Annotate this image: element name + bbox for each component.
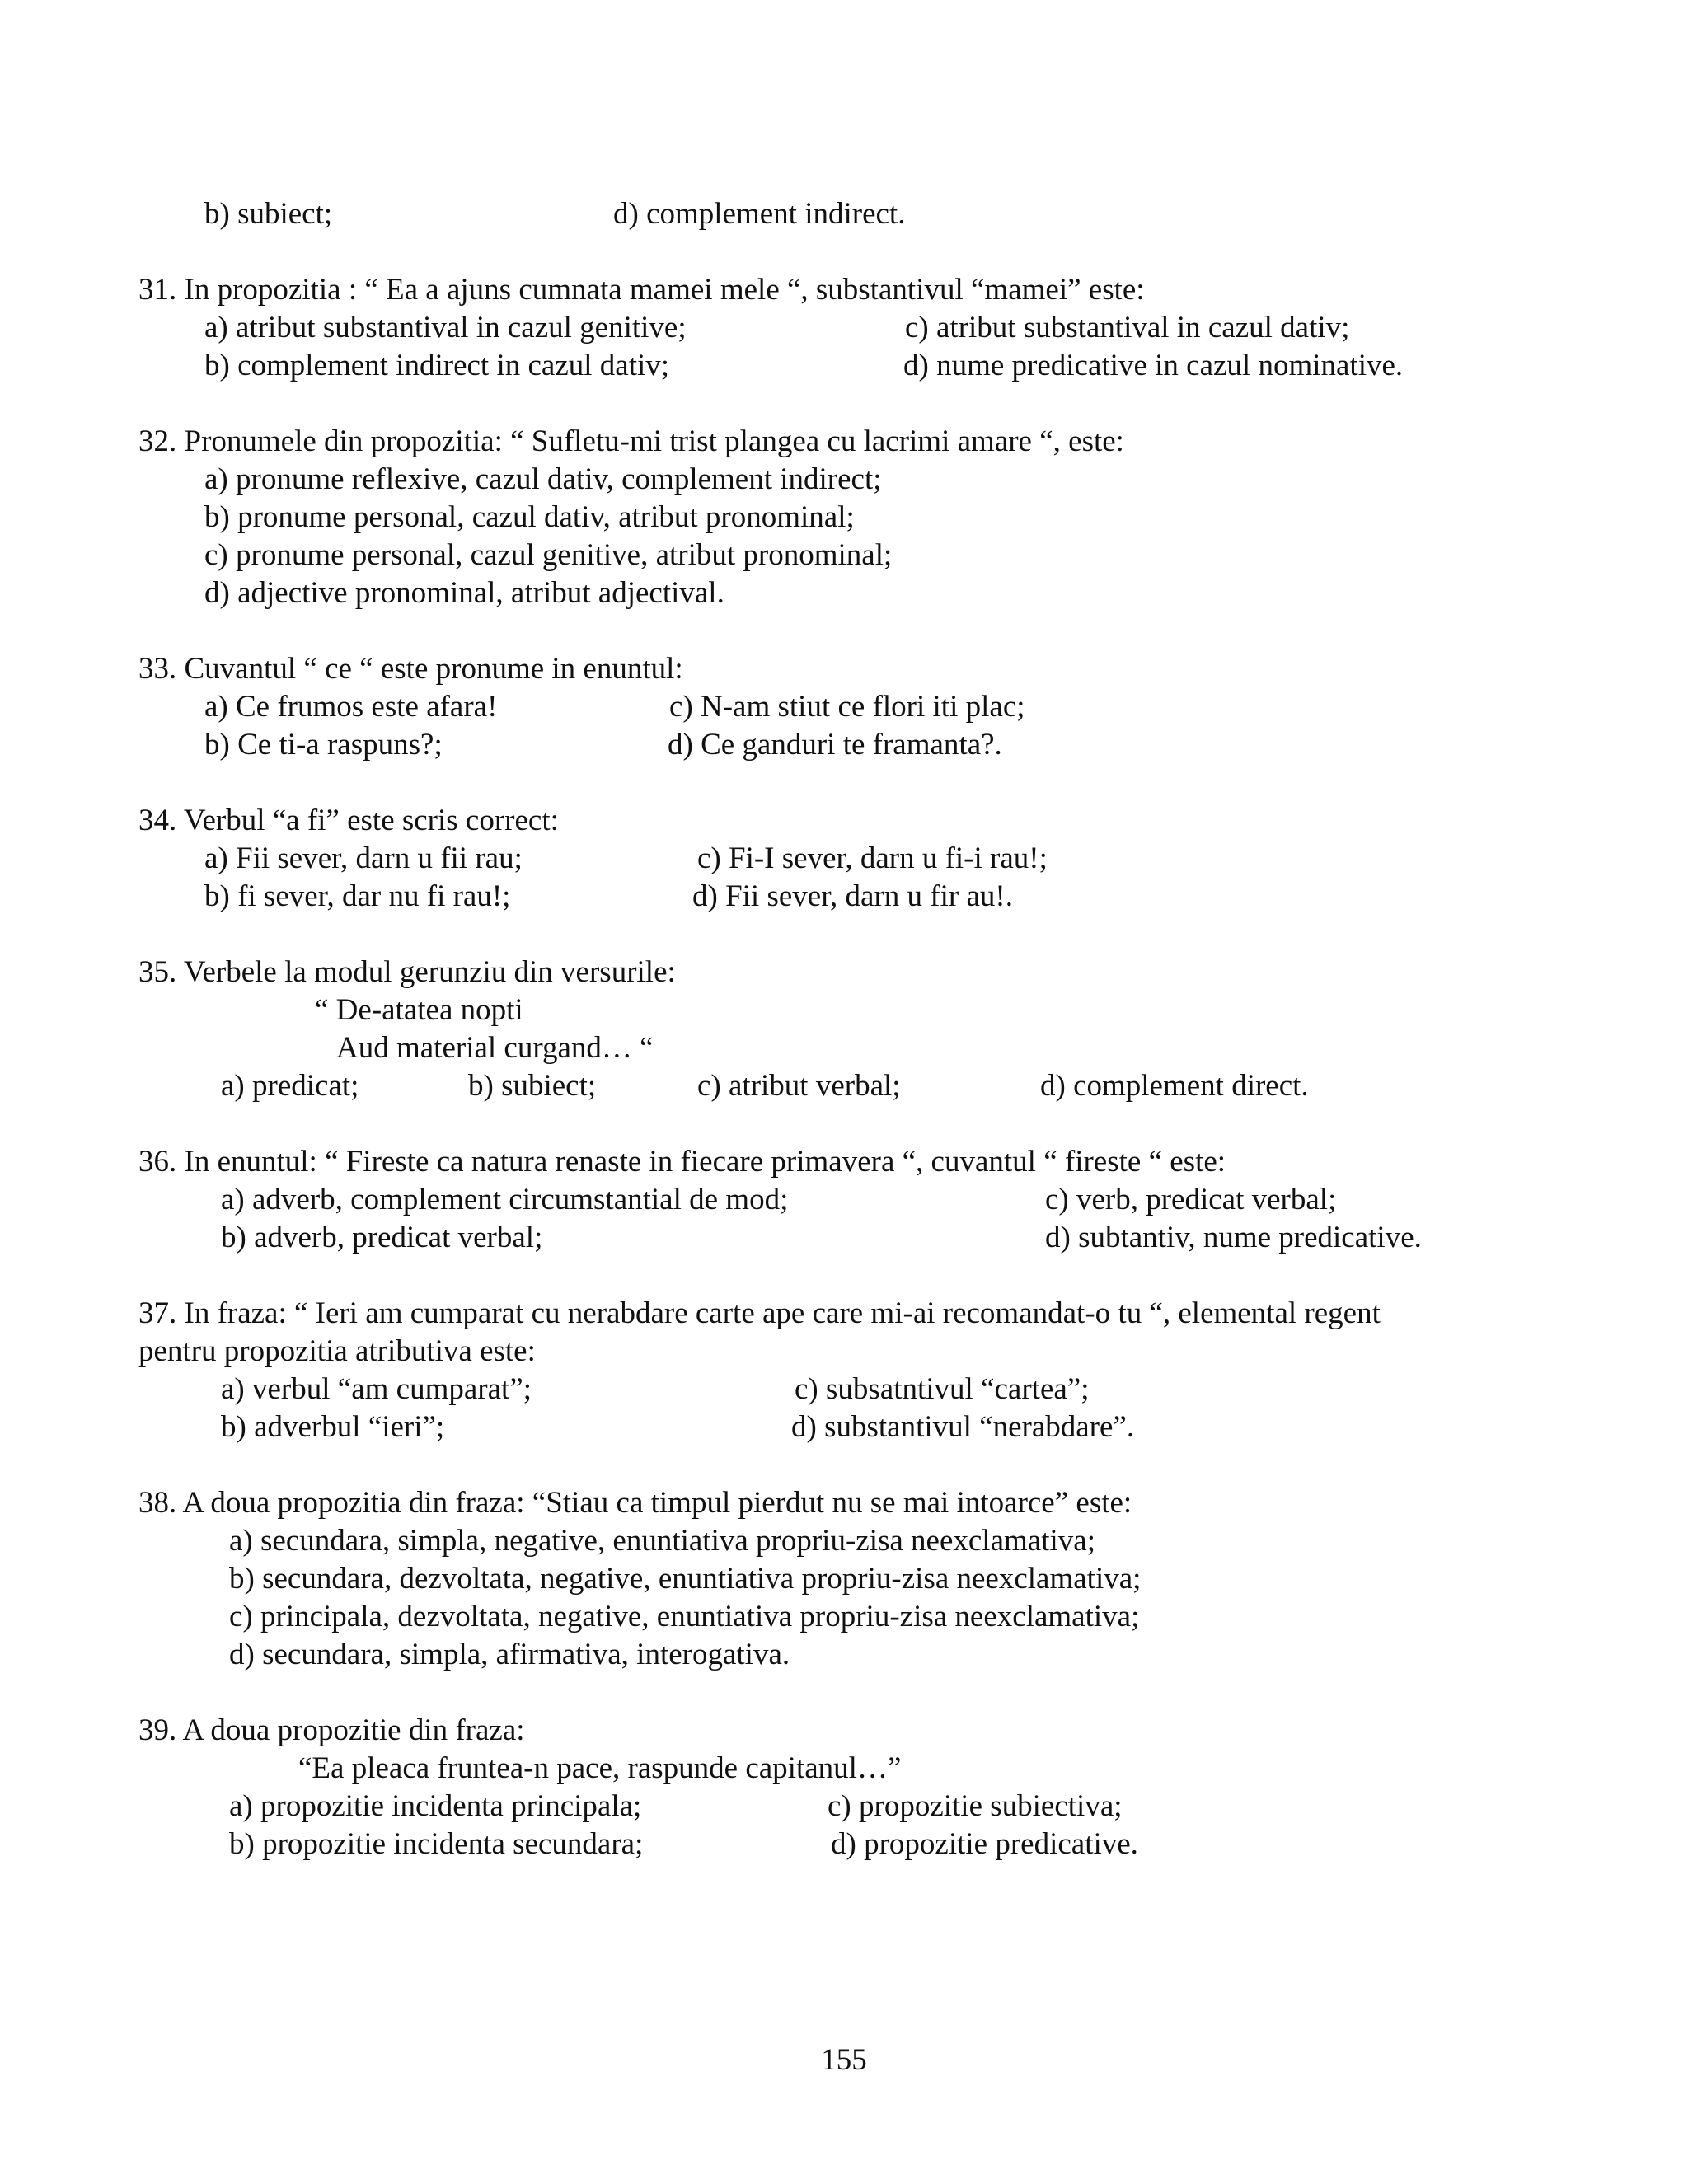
question-33-option-a: a) Ce frumos este afara! bbox=[204, 690, 498, 724]
question-39-option-d: d) propozitie predicative. bbox=[831, 1827, 1138, 1861]
question-33-stem: 33. Cuvantul “ ce “ este pronume in enuntul: bbox=[138, 652, 683, 686]
question-39-stem: 39. A doua propozitie din fraza: bbox=[138, 1713, 525, 1747]
question-38-option-d: d) secundara, simpla, afirmativa, interogativa. bbox=[229, 1638, 790, 1671]
carryover-option-b: b) subiect; bbox=[204, 197, 333, 231]
question-35-option-c: c) atribut verbal; bbox=[697, 1069, 901, 1103]
question-35-option-d: d) complement direct. bbox=[1040, 1069, 1309, 1103]
question-37-option-c: c) subsatntivul “cartea”; bbox=[795, 1372, 1090, 1406]
question-32-stem: 32. Pronumele din propozitia: “ Sufletu-mi trist plangea cu lacrimi amare “, este: bbox=[138, 424, 1124, 458]
question-34-stem: 34. Verbul “a fi” este scris correct: bbox=[138, 804, 559, 837]
question-38-stem: 38. A doua propozitia din fraza: “Stiau ca timpul pierdut nu se mai intoarce” este: bbox=[138, 1486, 1132, 1520]
question-32-option-d: d) adjective pronominal, atribut adjectival. bbox=[204, 576, 724, 610]
question-31-option-a: a) atribut substantival in cazul genitive; bbox=[204, 311, 687, 344]
question-33-option-d: d) Ce ganduri te framanta?. bbox=[668, 728, 1002, 762]
question-33-option-c: c) N-am stiut ce flori iti plac; bbox=[669, 690, 1025, 724]
question-31-stem: 31. In propozitia : “ Ea a ajuns cumnata mamei mele “, substantivul “mamei” este: bbox=[138, 273, 1145, 307]
question-31-option-b: b) complement indirect in cazul dativ; bbox=[204, 349, 670, 382]
question-37-option-d: d) substantivul “nerabdare”. bbox=[791, 1410, 1135, 1444]
question-35-verse-line-2: Aud material curgand… “ bbox=[336, 1031, 654, 1065]
question-39-option-a: a) propozitie incidenta principala; bbox=[229, 1789, 642, 1823]
question-39-option-c: c) propozitie subiectiva; bbox=[828, 1789, 1123, 1823]
page-number: 155 bbox=[821, 2043, 867, 2077]
question-34-option-c: c) Fi-I sever, darn u fi-i rau!; bbox=[697, 841, 1048, 875]
question-32-option-c: c) pronume personal, cazul genitive, atribut pronominal; bbox=[204, 538, 893, 572]
question-35-option-a: a) predicat; bbox=[221, 1069, 359, 1103]
question-38-option-a: a) secundara, simpla, negative, enuntiativa propriu-zisa neexclamativa; bbox=[229, 1524, 1095, 1558]
question-35-verse-line-1: “ De-atatea nopti bbox=[315, 993, 523, 1027]
question-36-option-d: d) subtantiv, nume predicative. bbox=[1045, 1221, 1422, 1254]
question-31-option-c: c) atribut substantival in cazul dativ; bbox=[905, 311, 1350, 344]
question-32-option-b: b) pronume personal, cazul dativ, atribut pronominal; bbox=[204, 500, 855, 534]
question-35-stem: 35. Verbele la modul gerunziu din versurile: bbox=[138, 955, 676, 989]
carryover-option-d: d) complement indirect. bbox=[613, 197, 906, 231]
question-38-option-c: c) principala, dezvoltata, negative, enuntiativa propriu-zisa neexclamativa; bbox=[229, 1600, 1140, 1633]
question-33-option-b: b) Ce ti-a raspuns?; bbox=[204, 728, 443, 762]
question-37-option-b: b) adverbul “ieri”; bbox=[221, 1410, 445, 1444]
question-36-stem: 36. In enuntul: “ Fireste ca natura renaste in fiecare primavera “, cuvantul “ fireste “ este: bbox=[138, 1145, 1226, 1179]
question-37-stem: 37. In fraza: “ Ieri am cumparat cu nerabdare carte ape care mi-ai recomandat-o tu “, elemental regent bbox=[138, 1296, 1381, 1330]
question-36-option-a: a) adverb, complement circumstantial de mod; bbox=[221, 1183, 789, 1216]
question-34-option-a: a) Fii sever, darn u fii rau; bbox=[204, 841, 523, 875]
question-34-option-b: b) fi sever, dar nu fi rau!; bbox=[204, 879, 511, 913]
question-38-option-b: b) secundara, dezvoltata, negative, enuntiativa propriu-zisa neexclamativa; bbox=[229, 1562, 1142, 1596]
question-31-option-d: d) nume predicative in cazul nominative. bbox=[903, 349, 1404, 382]
question-36-option-b: b) adverb, predicat verbal; bbox=[221, 1221, 543, 1254]
question-39-quote: “Ea pleaca fruntea-n pace, raspunde capitanul…” bbox=[298, 1751, 902, 1785]
question-36-option-c: c) verb, predicat verbal; bbox=[1045, 1183, 1337, 1216]
question-37-option-a: a) verbul “am cumparat”; bbox=[221, 1372, 532, 1406]
question-39-option-b: b) propozitie incidenta secundara; bbox=[229, 1827, 644, 1861]
question-34-option-d: d) Fii sever, darn u fir au!. bbox=[692, 879, 1013, 913]
question-32-option-a: a) pronume reflexive, cazul dativ, complement indirect; bbox=[204, 462, 882, 496]
question-35-option-b: b) subiect; bbox=[468, 1069, 597, 1103]
question-37-stem-continued: pentru propozitia atributiva este: bbox=[138, 1334, 536, 1368]
